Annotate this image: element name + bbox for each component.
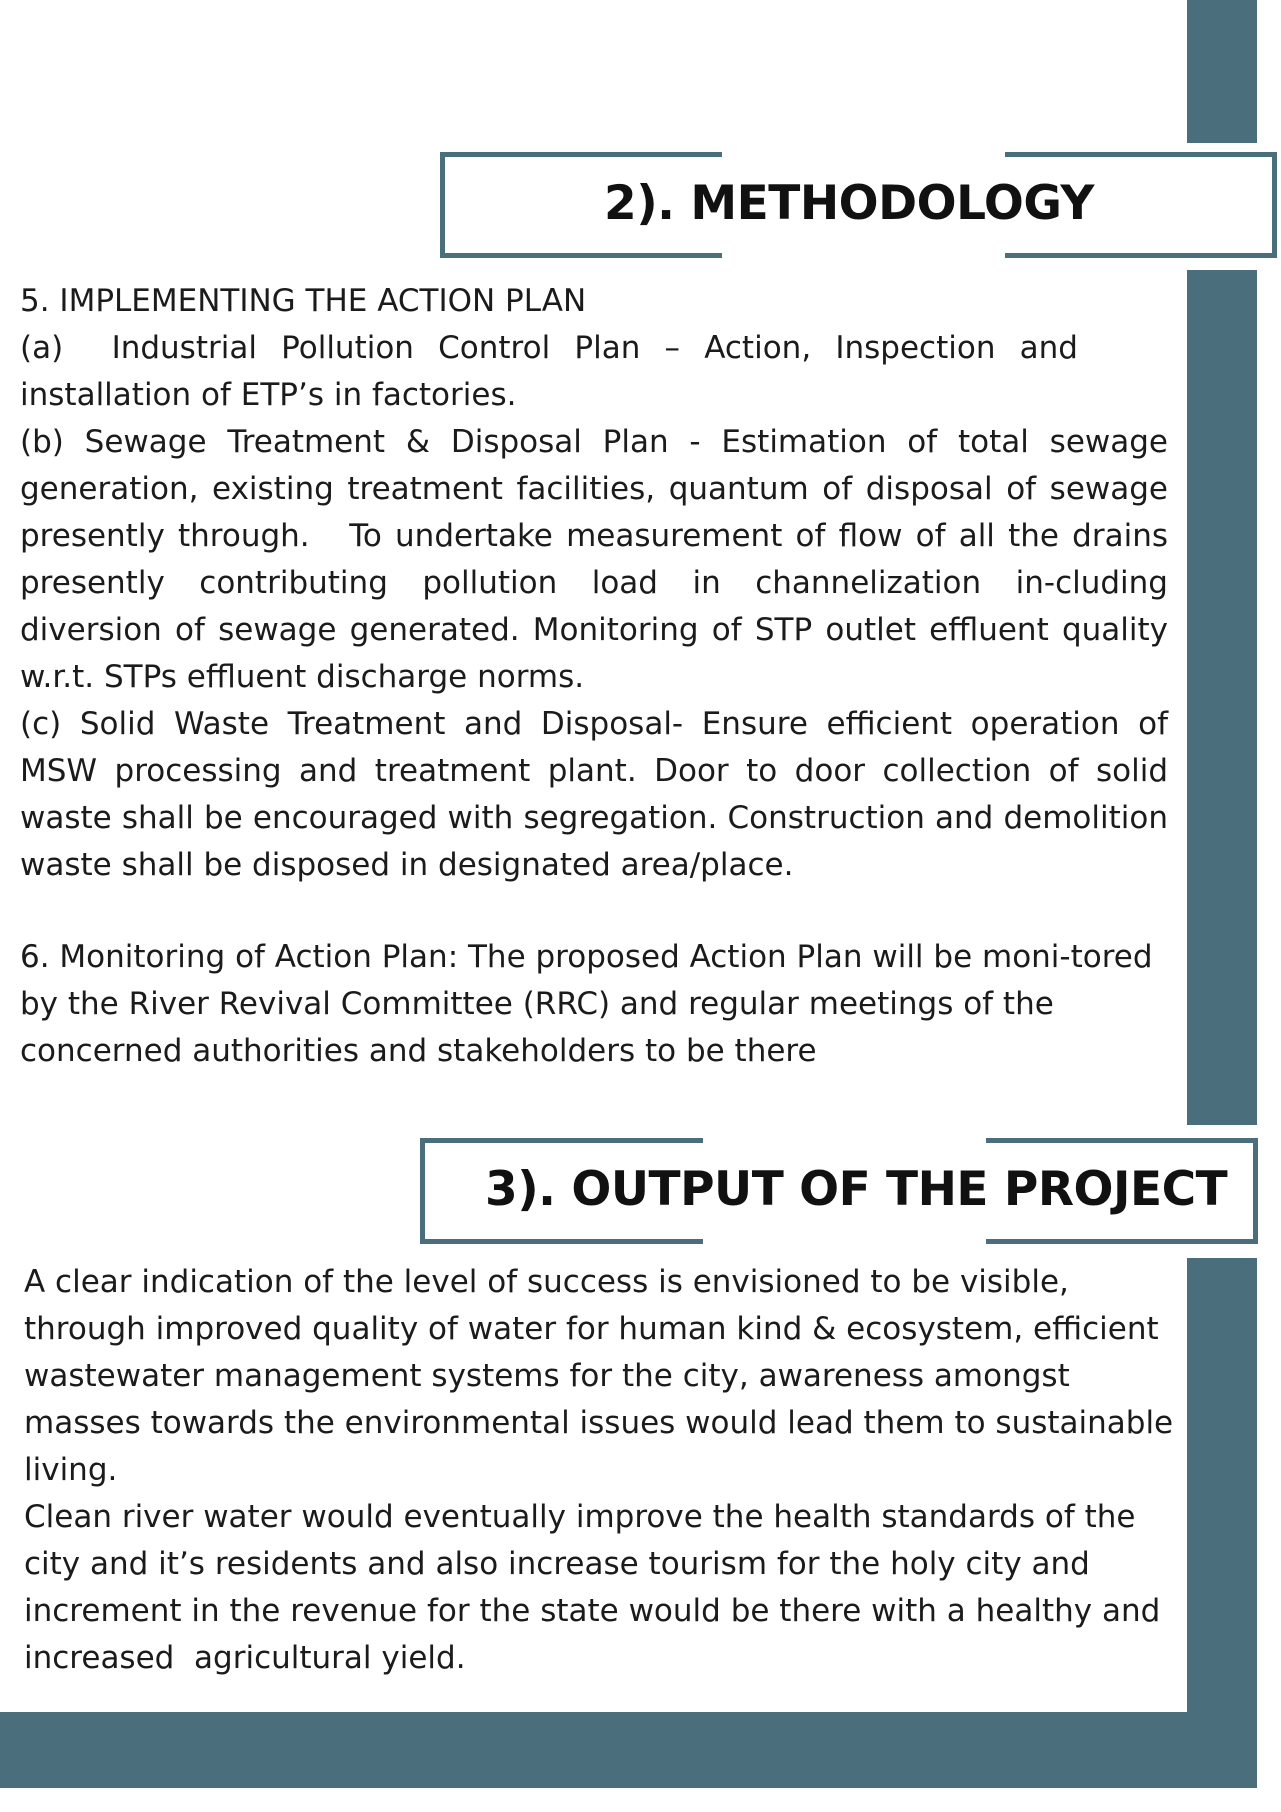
output-body: [24, 1259, 1184, 1682]
step6-body: [20, 934, 1182, 1075]
footer-bar: [0, 1712, 1257, 1788]
item-c: (c) Solid Waste Treatment and Disposal- Ensure efficient operation of MSW processing and treatment plant. Door to door collection of solid waste shall be encouraged with segregation. Construction and demolition waste shall be disposed in designated area/place.: [20, 706, 1178, 883]
output-para-1: A clear indication of the level of success is envisioned to be visible, through improved quality of water for human kind & ecosystem, efficient wastewater management systems for the city, awareness amongst masses towards the environmental issues would lead them to sustainable living.: [24, 1264, 1183, 1488]
item-a: (a) Industrial Pollution Control Plan – Action, Inspection and installation of ETP’s in factories.: [20, 330, 1088, 413]
output-heading: 3). OUTPUT OF THE PROJECT: [485, 1162, 1228, 1217]
step6-text: 6. Monitoring of Action Plan: The proposed Action Plan will be moni-tored by the River Revival Committee (RRC) and regular meetings of the concerned authorities and stakeholders to be there: [20, 939, 1163, 1069]
methodology-body: [20, 278, 1178, 889]
step5-title: 5. IMPLEMENTING THE ACTION PLAN: [20, 283, 587, 319]
side-bar-middle: [1187, 270, 1257, 1125]
item-b: (b) Sewage Treatment & Disposal Plan - Estimation of total sewage generation, existing treatment facilities, quantum of disposal of sewage presently through. To undertake measurement of flow of all the drains presently contributing pollution load in channelization in-cluding diversion of sewage generated. Monitoring of STP outlet effluent quality w.r.t. STPs effluent discharge norms.: [20, 424, 1178, 695]
side-bar-lower: [1187, 1258, 1257, 1788]
output-para-2: Clean river water would eventually improve the health standards of the city and it’s residents and also increase tourism for the holy city and increment in the revenue for the state would be there with a healthy and increased agricultural yield.: [24, 1499, 1171, 1676]
methodology-heading: 2). METHODOLOGY: [604, 176, 1094, 231]
side-bar-top: [1187, 0, 1257, 143]
